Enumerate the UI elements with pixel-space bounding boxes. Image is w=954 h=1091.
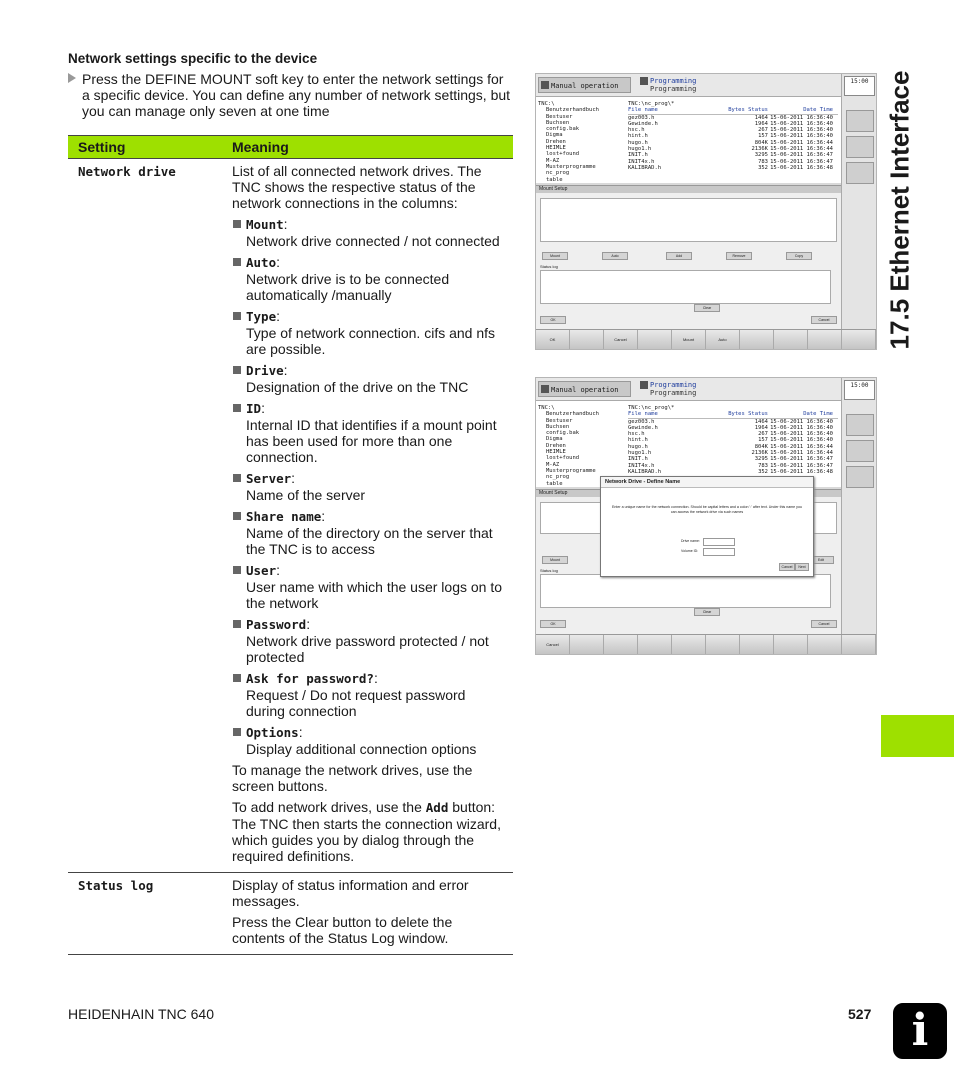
square-bullet-icon bbox=[233, 674, 241, 682]
tree-item[interactable]: Drehen bbox=[546, 138, 566, 145]
add-term: Add bbox=[425, 800, 449, 815]
status-log-label: Status log bbox=[540, 568, 558, 573]
screenshot-mount-setup bbox=[535, 73, 877, 350]
file-cell: Gewinde.h bbox=[628, 120, 658, 127]
softkey[interactable] bbox=[774, 330, 808, 349]
right-panel bbox=[841, 378, 876, 654]
program-mode-icon bbox=[640, 77, 648, 85]
tree-item[interactable]: M-AZ bbox=[546, 157, 560, 164]
tree-item[interactable]: Digma bbox=[546, 132, 563, 139]
tree-item[interactable]: Bestuser bbox=[546, 113, 573, 120]
softkey[interactable] bbox=[706, 635, 740, 654]
table-row-status-log bbox=[68, 873, 513, 955]
wizard-cancel-button[interactable]: Cancel bbox=[779, 563, 795, 571]
softkey[interactable] bbox=[808, 330, 842, 349]
add-button[interactable]: Add bbox=[666, 252, 692, 260]
tree-item[interactable]: Buchsen bbox=[546, 423, 570, 430]
softkey[interactable] bbox=[570, 330, 604, 349]
tree-item[interactable]: config.bak bbox=[546, 430, 580, 437]
column-desc: Display additional connection options bbox=[246, 741, 477, 757]
directory-tree bbox=[538, 405, 626, 487]
remove-button[interactable]: Remove bbox=[726, 252, 752, 260]
term-colon: : bbox=[283, 362, 288, 378]
file-cell: 15-06-2011 16:36:47 bbox=[770, 152, 833, 159]
wizard-text: Enter a unique name for the network connection. Should be capital letters and a colon ':' after text. Under this name you can access the network drive via such names bbox=[612, 505, 802, 514]
file-cell: 15-06-2011 16:36:44 bbox=[770, 146, 833, 153]
column-item bbox=[232, 470, 503, 503]
softkey[interactable] bbox=[638, 635, 672, 654]
file-cell: hugo.h bbox=[628, 443, 648, 450]
file-cell: 804K bbox=[754, 443, 768, 450]
tree-item[interactable]: Benutzerhandbuch bbox=[546, 411, 599, 418]
file-cell: hsc.h bbox=[628, 127, 645, 134]
square-bullet-icon bbox=[233, 474, 241, 482]
drive-name-label: Drive name: bbox=[681, 539, 700, 543]
copy-button[interactable]: Copy bbox=[786, 252, 812, 260]
tree-item[interactable]: config.bak bbox=[546, 126, 580, 133]
square-bullet-icon bbox=[233, 620, 241, 628]
column-term: Options bbox=[246, 725, 299, 740]
mode-manual-operation bbox=[538, 381, 631, 397]
file-cell: INIT4x.h bbox=[628, 158, 655, 165]
column-desc: Network drive connected / not connected bbox=[246, 233, 500, 249]
column-term: Share name bbox=[246, 509, 322, 524]
clear-button[interactable]: Clear bbox=[694, 608, 720, 616]
term-colon: : bbox=[276, 308, 280, 324]
tree-item[interactable]: HEIMLE bbox=[546, 145, 566, 152]
tool-icon[interactable] bbox=[846, 440, 874, 462]
setting-label: Status log bbox=[78, 878, 154, 893]
file-cell: 2136K bbox=[751, 450, 768, 457]
file-row[interactable] bbox=[628, 165, 838, 171]
softkey[interactable] bbox=[570, 635, 604, 654]
table-row-network-drive bbox=[68, 159, 513, 873]
status-log-box bbox=[540, 574, 831, 608]
file-cell: 157 bbox=[758, 437, 768, 444]
file-cell: 15-06-2011 16:36:40 bbox=[770, 127, 833, 134]
softkey-bar bbox=[536, 634, 876, 654]
file-cell: KALIBRAD.h bbox=[628, 468, 662, 475]
tree-item[interactable]: HEIMLE bbox=[546, 449, 566, 456]
term-colon: : bbox=[276, 254, 280, 270]
file-cell: 352 bbox=[758, 164, 768, 171]
column-term: Server bbox=[246, 471, 292, 486]
prog-sub: Programming bbox=[650, 85, 697, 93]
header-setting: Setting bbox=[68, 136, 222, 159]
tree-item[interactable]: Drehen bbox=[546, 442, 566, 449]
ok-button[interactable]: OK bbox=[540, 316, 566, 324]
status-log-text-1: Display of status information and error messages. bbox=[232, 877, 469, 909]
term-colon: : bbox=[321, 508, 326, 524]
file-cell: 15-06-2011 16:36:47 bbox=[770, 158, 833, 165]
file-cell: hint.h bbox=[628, 437, 648, 444]
spindle-icon[interactable] bbox=[846, 162, 874, 184]
file-cell: hint.h bbox=[628, 133, 648, 140]
file-cell: 15-06-2011 16:36:40 bbox=[770, 120, 833, 127]
column-item bbox=[232, 508, 503, 557]
softkey[interactable]: Cancel bbox=[604, 330, 638, 349]
softkey[interactable]: OK bbox=[536, 330, 570, 349]
softkey-bar bbox=[536, 329, 876, 349]
mode-programming bbox=[638, 77, 838, 93]
header-meaning: Meaning bbox=[222, 136, 513, 159]
col-bytes: Bytes Status bbox=[728, 411, 768, 418]
column-desc: Name of the directory on the server that the TNC is to access bbox=[246, 525, 493, 557]
tree-item[interactable]: lost+found bbox=[546, 455, 580, 462]
softkey[interactable]: Cancel bbox=[536, 635, 570, 654]
square-bullet-icon bbox=[233, 404, 241, 412]
clock: 15:00 bbox=[844, 76, 875, 96]
column-desc: Request / Do not request password during connection bbox=[246, 687, 466, 719]
tree-item[interactable]: Musterprogramme bbox=[546, 163, 596, 170]
right-panel bbox=[841, 74, 876, 349]
section-title: Network settings specific to the device bbox=[68, 51, 318, 66]
softkey[interactable]: Mount bbox=[672, 330, 706, 349]
manage-text: To manage the network drives, use the screen buttons. bbox=[232, 762, 473, 794]
setting-label: Network drive bbox=[78, 164, 176, 179]
file-cell: 15-06-2011 16:36:44 bbox=[770, 139, 833, 146]
col-date: Date Time bbox=[803, 107, 833, 114]
softkey[interactable] bbox=[740, 635, 774, 654]
tree-item[interactable]: TNC:\ bbox=[538, 101, 555, 107]
col-file-name: File name bbox=[628, 107, 658, 114]
mount-button[interactable]: Mount bbox=[542, 556, 568, 564]
softkey[interactable] bbox=[604, 635, 638, 654]
volume-id-label: Volume ID: bbox=[681, 549, 699, 553]
term-colon: : bbox=[306, 616, 311, 632]
column-desc: Network drive is to be connected automatically /manually bbox=[246, 271, 450, 303]
network-drive-table bbox=[540, 198, 837, 242]
square-bullet-icon bbox=[233, 566, 241, 574]
file-cell: 3295 bbox=[754, 152, 768, 159]
column-item bbox=[232, 308, 503, 357]
file-cell: 157 bbox=[758, 133, 768, 140]
term-colon: : bbox=[298, 724, 303, 740]
softkey[interactable] bbox=[672, 635, 706, 654]
softkey[interactable] bbox=[774, 635, 808, 654]
file-cell: INIT.h bbox=[628, 456, 648, 463]
clear-button[interactable]: Clear bbox=[694, 304, 720, 312]
settings-table bbox=[68, 135, 513, 955]
file-cell: INIT.h bbox=[628, 152, 648, 159]
volume-id-input[interactable] bbox=[703, 548, 735, 556]
machine-mode-icon bbox=[541, 385, 549, 393]
file-cell: hugo.h bbox=[628, 139, 648, 146]
column-desc: Designation of the drive on the TNC bbox=[246, 379, 469, 395]
file-manager bbox=[536, 401, 841, 487]
tree-item[interactable]: Musterprogramme bbox=[546, 467, 596, 474]
meaning-network-drive bbox=[222, 159, 513, 873]
column-term: Ask for password? bbox=[246, 671, 374, 686]
wizard-next-button[interactable]: Next bbox=[795, 563, 809, 571]
file-cell: 1464 bbox=[754, 418, 768, 425]
file-cell: 267 bbox=[758, 127, 768, 134]
cancel-button[interactable]: Cancel bbox=[811, 620, 837, 628]
add-text-pre: To add network drives, use the bbox=[232, 799, 426, 815]
column-desc: Type of network connection. cifs and nfs are possible. bbox=[246, 325, 496, 357]
ok-button[interactable]: OK bbox=[540, 620, 566, 628]
file-list-header bbox=[628, 107, 838, 114]
file-cell: Gewinde.h bbox=[628, 424, 658, 431]
square-bullet-icon bbox=[233, 366, 241, 374]
mount-setup-title: Mount Setup bbox=[536, 186, 841, 193]
mount-setup-dialog bbox=[536, 185, 841, 330]
column-item bbox=[232, 562, 503, 611]
file-cell: hsc.h bbox=[628, 431, 645, 438]
file-manager bbox=[536, 97, 841, 183]
path-label: TNC:\nc_prog\* bbox=[628, 405, 675, 411]
file-cell: 1964 bbox=[754, 424, 768, 431]
cancel-button[interactable]: Cancel bbox=[811, 316, 837, 324]
softkey[interactable] bbox=[808, 635, 842, 654]
column-item bbox=[232, 216, 503, 249]
column-desc: Name of the server bbox=[246, 487, 366, 503]
meaning-status-log bbox=[222, 873, 513, 955]
tree-item[interactable]: Bestuser bbox=[546, 417, 573, 424]
machine-icon[interactable] bbox=[846, 110, 874, 132]
square-bullet-icon bbox=[233, 728, 241, 736]
file-rows bbox=[628, 419, 838, 476]
file-cell: 783 bbox=[758, 158, 768, 165]
tree-item[interactable]: Benutzerhandbuch bbox=[546, 107, 599, 114]
info-icon bbox=[893, 1003, 947, 1059]
spindle-icon[interactable] bbox=[846, 466, 874, 488]
file-cell: 15-06-2011 16:36:40 bbox=[770, 424, 833, 431]
prog-title: Programming bbox=[650, 381, 697, 389]
add-text bbox=[232, 799, 503, 864]
file-cell: 15-06-2011 16:36:44 bbox=[770, 443, 833, 450]
arrow-bullet-icon bbox=[68, 73, 76, 83]
column-item bbox=[232, 616, 503, 665]
file-cell: 15-06-2011 16:36:44 bbox=[770, 450, 833, 457]
softkey[interactable] bbox=[638, 330, 672, 349]
column-item bbox=[232, 362, 503, 395]
file-rows bbox=[628, 115, 838, 172]
directory-tree bbox=[538, 101, 626, 183]
table-header-row bbox=[68, 136, 513, 159]
auto-button[interactable]: Auto bbox=[602, 252, 628, 260]
window-titlebar bbox=[536, 378, 841, 401]
path-label: TNC:\nc_prog\* bbox=[628, 101, 675, 107]
column-item bbox=[232, 254, 503, 303]
softkey[interactable] bbox=[842, 635, 876, 654]
file-cell: 15-06-2011 16:36:48 bbox=[770, 468, 833, 475]
tree-item[interactable]: Digma bbox=[546, 436, 563, 443]
intro-paragraph bbox=[68, 71, 513, 119]
column-desc: Network drive password protected / not protected bbox=[246, 633, 489, 665]
term-colon: : bbox=[283, 216, 288, 232]
tree-item[interactable]: lost+found bbox=[546, 151, 580, 158]
network-drive-intro: List of all connected network drives. The TNC shows the respective status of the network connections in the columns: bbox=[232, 163, 482, 211]
chapter-title: 17.5 Ethernet Interface bbox=[884, 70, 915, 350]
status-log-text-2: Press the Clear button to delete the contents of the Status Log window. bbox=[232, 914, 453, 946]
file-cell: 15-06-2011 16:36:40 bbox=[770, 437, 833, 444]
square-bullet-icon bbox=[233, 512, 241, 520]
square-bullet-icon bbox=[233, 312, 241, 320]
file-cell: 15-06-2011 16:36:40 bbox=[770, 133, 833, 140]
machine-mode-icon bbox=[541, 81, 549, 89]
mode-manual-operation bbox=[538, 77, 631, 93]
column-desc: Internal ID that identifies if a mount point has been used for more than one connection. bbox=[246, 417, 497, 465]
status-log-label: Status log bbox=[540, 264, 558, 269]
square-bullet-icon bbox=[233, 220, 241, 228]
page-number: 527 bbox=[848, 1006, 872, 1022]
prog-sub: Programming bbox=[650, 389, 697, 397]
tree-item[interactable]: table bbox=[546, 480, 563, 487]
column-term: Mount bbox=[246, 217, 284, 232]
file-cell: 15-06-2011 16:36:40 bbox=[770, 114, 833, 121]
file-cell: KALIBRAD.h bbox=[628, 164, 662, 171]
file-cell: 352 bbox=[758, 468, 768, 475]
status-log-box bbox=[540, 270, 831, 304]
column-item bbox=[232, 724, 503, 757]
mount-setup-title: Mount Setup bbox=[536, 490, 841, 497]
file-cell: 15-06-2011 16:36:40 bbox=[770, 431, 833, 438]
tree-item[interactable]: table bbox=[546, 176, 563, 183]
setting-network-drive bbox=[68, 159, 222, 873]
file-row[interactable] bbox=[628, 469, 838, 475]
term-colon: : bbox=[373, 670, 378, 686]
file-list-header bbox=[628, 411, 838, 418]
file-cell: 783 bbox=[758, 462, 768, 469]
file-cell: hugo1.h bbox=[628, 450, 652, 457]
softkey[interactable] bbox=[740, 330, 774, 349]
add-text-post: button: The TNC then starts the connection wizard, which guides you by dialog through the required definitions. bbox=[232, 799, 501, 864]
file-cell: 267 bbox=[758, 431, 768, 438]
file-cell: 15-06-2011 16:36:48 bbox=[770, 164, 833, 171]
column-list bbox=[232, 216, 503, 757]
column-item bbox=[232, 400, 503, 465]
column-term: Password bbox=[246, 617, 307, 632]
intro-text: Press the DEFINE MOUNT soft key to enter the network settings for a specific device. You can define any number of network settings, but you can manage only seven at one time bbox=[82, 71, 511, 119]
file-cell: 2136K bbox=[751, 146, 768, 153]
file-list bbox=[628, 101, 838, 171]
screenshot-define-name bbox=[535, 377, 877, 655]
term-colon: : bbox=[291, 470, 296, 486]
column-item bbox=[232, 670, 503, 719]
tree-item[interactable]: M-AZ bbox=[546, 461, 560, 468]
softkey[interactable]: Auto bbox=[706, 330, 740, 349]
file-cell: gez003.h bbox=[628, 114, 655, 121]
program-mode-icon bbox=[640, 381, 648, 389]
term-colon: : bbox=[276, 562, 280, 578]
tool-icon[interactable] bbox=[846, 136, 874, 158]
file-cell: 15-06-2011 16:36:40 bbox=[770, 418, 833, 425]
col-file-name: File name bbox=[628, 411, 658, 418]
tree-item[interactable]: nc_prog bbox=[546, 474, 570, 481]
machine-icon[interactable] bbox=[846, 414, 874, 436]
column-term: Auto bbox=[246, 255, 277, 270]
define-name-wizard bbox=[600, 476, 814, 577]
tree-item[interactable]: Buchsen bbox=[546, 119, 570, 126]
column-desc: User name with which the user logs on to the network bbox=[246, 579, 503, 611]
col-date: Date Time bbox=[803, 411, 833, 418]
wizard-title: Network Drive - Define Name bbox=[601, 477, 813, 488]
setting-status-log bbox=[68, 873, 222, 955]
column-term: User bbox=[246, 563, 277, 578]
column-term: Type bbox=[246, 309, 277, 324]
mode-label: Manual operation bbox=[551, 386, 619, 394]
drive-name-input[interactable] bbox=[703, 538, 735, 546]
square-bullet-icon bbox=[233, 258, 241, 266]
file-cell: hugo1.h bbox=[628, 146, 652, 153]
mount-button[interactable]: Mount bbox=[542, 252, 568, 260]
clock: 15:00 bbox=[844, 380, 875, 400]
chapter-tab-marker bbox=[881, 715, 954, 757]
column-term: Drive bbox=[246, 363, 284, 378]
term-colon: : bbox=[261, 400, 265, 416]
file-cell: gez003.h bbox=[628, 418, 655, 425]
tree-item[interactable]: TNC:\ bbox=[538, 405, 555, 411]
file-cell: 1964 bbox=[754, 120, 768, 127]
file-cell: 804K bbox=[754, 139, 768, 146]
softkey[interactable] bbox=[842, 330, 876, 349]
footer-product: HEIDENHAIN TNC 640 bbox=[68, 1006, 215, 1022]
file-cell: 3295 bbox=[754, 456, 768, 463]
file-list bbox=[628, 405, 838, 475]
col-bytes: Bytes Status bbox=[728, 107, 768, 114]
column-term: ID bbox=[246, 401, 262, 416]
mode-label: Manual operation bbox=[551, 82, 619, 90]
info-icon-glyph: i bbox=[911, 1005, 929, 1056]
prog-title: Programming bbox=[650, 77, 697, 85]
file-cell: 15-06-2011 16:36:47 bbox=[770, 462, 833, 469]
tree-item[interactable]: nc_prog bbox=[546, 170, 570, 177]
file-cell: 15-06-2011 16:36:47 bbox=[770, 456, 833, 463]
mode-programming bbox=[638, 381, 838, 397]
window-titlebar bbox=[536, 74, 841, 97]
edit-button[interactable]: Edit bbox=[808, 556, 834, 564]
file-cell: INIT4x.h bbox=[628, 462, 655, 469]
file-cell: 1464 bbox=[754, 114, 768, 121]
